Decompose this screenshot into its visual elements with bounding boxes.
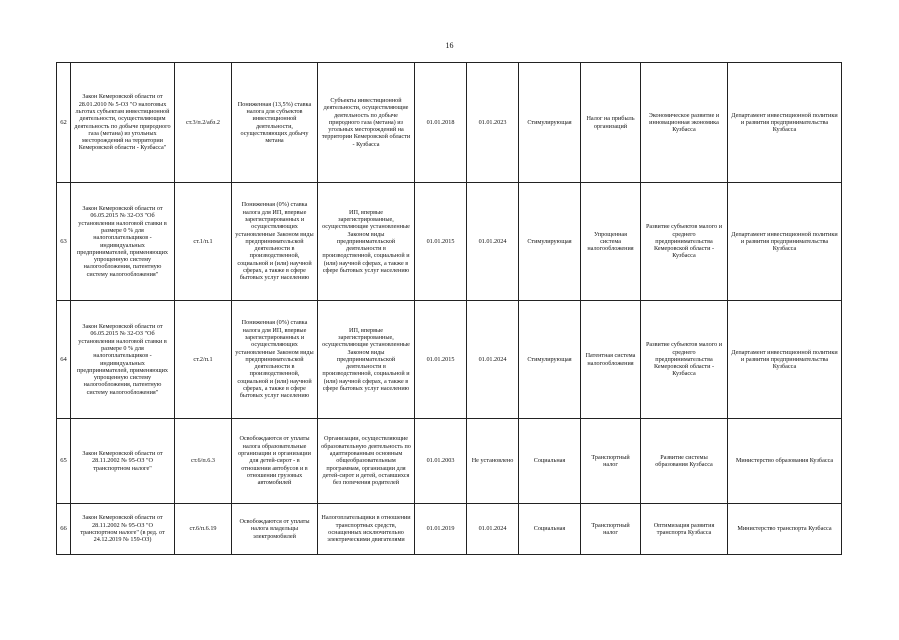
end-date-cell: Не установлено <box>467 419 519 504</box>
curator-cell: Департамент инвестиционной политики и развития предпринимательства Кузбасса <box>728 301 842 419</box>
program-cell: Оптимизация развития транспорта Кузбасса <box>641 504 728 555</box>
tax-cell: Транспортный налог <box>581 504 641 555</box>
program-cell: Экономическое развитие и инновационная экономика Кузбасса <box>641 63 728 183</box>
curator-cell: Департамент инвестиционной политики и развития предпринимательства Кузбасса <box>728 63 842 183</box>
recipients-cell: ИП, впервые зарегистрированные, осуществляющие установленные Законом виды предпринимательской деятельности в производственной, социальной и (или) научной сферах, а также в сфере бытовых услуг населению <box>318 301 415 419</box>
article-cell: ст.6/п.6.19 <box>175 504 232 555</box>
table-row <box>57 301 842 419</box>
article-cell: ст.3/п.2/абз.2 <box>175 63 232 183</box>
article-cell: ст.1/п.1 <box>175 183 232 301</box>
recipients-cell: ИП, впервые зарегистрированные, осуществляющие установленные Законом виды предпринимательской деятельности в производственной, социальной и (или) научной сферах, а также в сфере бытовых услуг населению <box>318 183 415 301</box>
program-cell: Развитие субъектов малого и среднего предпринимательства Кемеровской области - Кузбасса <box>641 183 728 301</box>
recipients-cell: Организации, осуществляющие образовательную деятельность по адаптированным основным общеобразовательным программам, организации для детей-сирот и детей, оставшихся без попечения родителей <box>318 419 415 504</box>
program-cell: Развитие субъектов малого и среднего предпринимательства Кемеровской области - Кузбасса <box>641 301 728 419</box>
row-number: 63 <box>57 183 71 301</box>
row-number: 66 <box>57 504 71 555</box>
table-row <box>57 183 842 301</box>
type-cell: Социальная <box>519 419 581 504</box>
start-date-cell: 01.01.2003 <box>415 419 467 504</box>
tax-benefits-table <box>56 62 842 555</box>
law-cell: Закон Кемеровской области от 28.01.2010 № 5-ОЗ "О налоговых льготах субъектам инвестиционной деятельности, осуществляющим деятельность по добыче природного газа (метана) из угольных месторождений на территории Кемеровской области - Кузбасса" <box>71 63 175 183</box>
end-date-cell: 01.01.2023 <box>467 63 519 183</box>
row-number: 62 <box>57 63 71 183</box>
start-date-cell: 01.01.2018 <box>415 63 467 183</box>
curator-cell: Департамент инвестиционной политики и развития предпринимательства Кузбасса <box>728 183 842 301</box>
benefit-cell: Освобождаются от уплаты налога владельцы электромобилей <box>232 504 318 555</box>
recipients-cell: Субъекты инвестиционной деятельности, осуществляющие деятельность по добыче природного газа (метана) из угольных месторождений на территории Кемеровской области - Кузбасса <box>318 63 415 183</box>
end-date-cell: 01.01.2024 <box>467 183 519 301</box>
recipients-cell: Налогоплательщики в отношении транспортных средств, оснащенных исключительно электрическими двигателями <box>318 504 415 555</box>
curator-cell: Министерство транспорта Кузбасса <box>728 504 842 555</box>
tax-cell: Патентная система налогообложения <box>581 301 641 419</box>
benefit-cell: Пониженная (13,5%) ставка налога для субъектов инвестиционной деятельности, осуществляющих добычу метана <box>232 63 318 183</box>
row-number: 65 <box>57 419 71 504</box>
benefit-cell: Пониженная (0%) ставка налога для ИП, впервые зарегистрированных и осуществляющих установленные Законом виды предпринимательской деятельности в производственной, социальной и (или) научной сферах, а также в сфере бытовых услуг населению <box>232 301 318 419</box>
type-cell: Стимулирующая <box>519 183 581 301</box>
benefit-cell: Освобождаются от уплаты налога образовательные организации и организации для детей-сирот - в отношении автобусов и в отношении грузовых автомобилей <box>232 419 318 504</box>
article-cell: ст.2/п.1 <box>175 301 232 419</box>
tax-cell: Налог на прибыль организаций <box>581 63 641 183</box>
type-cell: Стимулирующая <box>519 63 581 183</box>
start-date-cell: 01.01.2015 <box>415 301 467 419</box>
curator-cell: Министерство образования Кузбасса <box>728 419 842 504</box>
end-date-cell: 01.01.2024 <box>467 504 519 555</box>
article-cell: ст.6/п.6.3 <box>175 419 232 504</box>
law-cell: Закон Кемеровской области от 06.05.2015 № 32-ОЗ "Об установлении налоговой ставки в размере 0 % для налогоплательщиков - индивидуальных предпринимателей, применяющих упрощенную систему налогообложения, патентную систему налогообложения" <box>71 183 175 301</box>
type-cell: Социальная <box>519 504 581 555</box>
law-cell: Закон Кемеровской области от 28.11.2002 № 95-ОЗ "О транспортном налоге" <box>71 419 175 504</box>
benefit-cell: Пониженная (0%) ставка налога для ИП, впервые зарегистрированных и осуществляющих установленные Законом виды предпринимательской деятельности в производственной, социальной и (или) научной сферах, а также в сфере бытовых услуг населению <box>232 183 318 301</box>
row-number: 64 <box>57 301 71 419</box>
law-cell: Закон Кемеровской области от 28.11.2002 № 95-ОЗ "О транспортном налоге" (в ред. от 24.12.2019 № 159-ОЗ) <box>71 504 175 555</box>
type-cell: Стимулирующая <box>519 301 581 419</box>
tax-cell: Упрощенная система налогообложения <box>581 183 641 301</box>
page-number: 16 <box>445 41 454 50</box>
start-date-cell: 01.01.2019 <box>415 504 467 555</box>
law-cell: Закон Кемеровской области от 06.05.2015 № 32-ОЗ "Об установлении налоговой ставки в размере 0 % для налогоплательщиков - индивидуальных предпринимателей, применяющих упрощенную систему налогообложения, патентную систему налогообложения" <box>71 301 175 419</box>
table-row <box>57 63 842 183</box>
start-date-cell: 01.01.2015 <box>415 183 467 301</box>
table-row <box>57 504 842 555</box>
table-row <box>57 419 842 504</box>
program-cell: Развитие системы образования Кузбасса <box>641 419 728 504</box>
end-date-cell: 01.01.2024 <box>467 301 519 419</box>
tax-cell: Транспортный налог <box>581 419 641 504</box>
